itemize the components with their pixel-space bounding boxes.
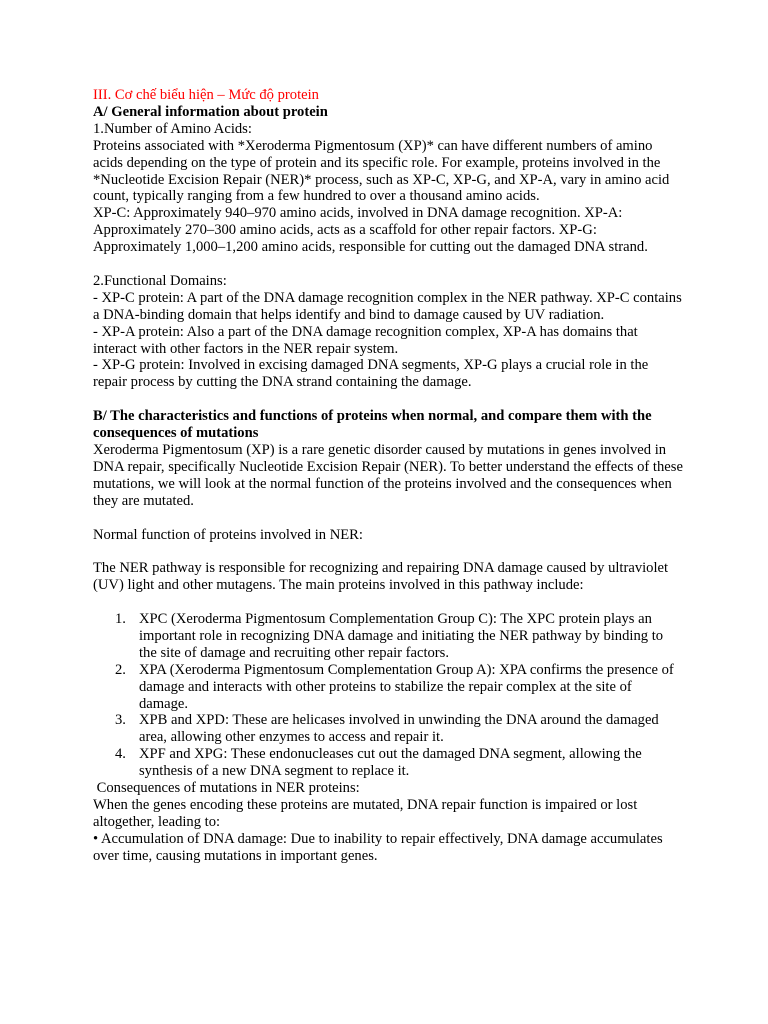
subheading-functional-domains: 2.Functional Domains: [93,272,227,289]
heading-part-b: B/ The characteristics and functions of proteins when normal, and compare them with the consequences of mutations [93,408,652,442]
list-number: 3. [115,712,126,729]
list-item-text: XPF and XPG: These endonucleases cut out the damaged DNA segment, allowing the synthesis of a new DNA segment to replace it. [139,746,642,780]
section-title: III. Cơ chế biểu hiện – Mức độ protein [93,87,319,103]
list-number: 1. [115,611,126,628]
bullet-accumulation: • Accumulation of DNA damage: Due to inability to repair effectively, DNA damage accumulates over time, causing mutations in important genes. [93,830,663,864]
list-number: 2. [115,661,126,678]
spacer [93,543,683,560]
spacer [93,594,683,611]
list-item-text: XPC (Xeroderma Pigmentosum Complementation Group C): The XPC protein plays an important role in recognizing DNA damage and initiating the NER pathway by binding to the site of damage and recruiting other repair factors. [139,611,664,661]
list-item-text: XPB and XPD: These are helicases involved in unwinding the DNA around the damaged area, allowing other enzymes to access and repair it. [139,712,659,746]
list-item [115,712,683,746]
paragraph-amino-acids-intro: Proteins associated with *Xeroderma Pigmentosum (XP)* can have different numbers of amino acids depending on the type of protein and its specific role. For example, proteins involved in the *Nucleotide Excision Repair (NER)* process, such as XP-C, XP-G, and XP-A, vary in amino acid count, typically ranging from a few hundred to over a thousand amino acids. [93,137,670,205]
subheading-consequences: Consequences of mutations in NER proteins: [93,780,360,797]
paragraph-ner-pathway: The NER pathway is responsible for recognizing and repairing DNA damage caused by ultraviolet (UV) light and other mutagens. The main proteins involved in this pathway include: [93,560,669,594]
spacer [93,391,683,408]
spacer [93,256,683,273]
paragraph-xp-intro: Xeroderma Pigmentosum (XP) is a rare genetic disorder caused by mutations in genes involved in DNA repair, specifically Nucleotide Excision Repair (NER). To better understand the effects of these mutations, we will look at the normal function of the proteins involved and the consequences when they are mutated. [93,442,683,509]
spacer [93,510,683,527]
protein-list [93,611,683,780]
subheading-normal-function: Normal function of proteins involved in NER: [93,526,363,543]
paragraph-amino-acids-counts: XP-C: Approximately 940–970 amino acids, involved in DNA damage recognition. XP-A: Approximately 270–300 amino acids, acts as a scaffold for other repair factors. XP-G: Approximately 1,000–1,200 amino acids, responsible for cutting out the damaged DNA strand. [93,205,648,256]
list-item-text: XPA (Xeroderma Pigmentosum Complementation Group A): XPA confirms the presence of damage and interacts with other proteins to stabilize the repair complex at the site of damage. [139,661,674,712]
domain-item-xpc: - XP-C protein: A part of the DNA damage recognition complex in the NER pathway. XP-C contains a DNA-binding domain that helps identify and bind to damage caused by UV radiation. [93,289,682,323]
domain-item-xpa: - XP-A protein: Also a part of the DNA damage recognition complex, XP-A has domains that interact with other factors in the NER repair system. [93,323,638,357]
list-item [115,746,683,780]
domain-item-xpg: - XP-G protein: Involved in excising damaged DNA segments, XP-G plays a crucial role in the repair process by cutting the DNA strand containing the damage. [93,357,649,391]
heading-part-a: A/ General information about protein [93,103,328,120]
paragraph-consequences: When the genes encoding these proteins are mutated, DNA repair function is impaired or lost altogether, leading to: [93,796,638,830]
list-item [115,611,683,662]
list-item [115,661,683,713]
subheading-amino-acids: 1.Number of Amino Acids: [93,120,252,137]
document-page [93,87,683,865]
list-number: 4. [115,746,126,763]
